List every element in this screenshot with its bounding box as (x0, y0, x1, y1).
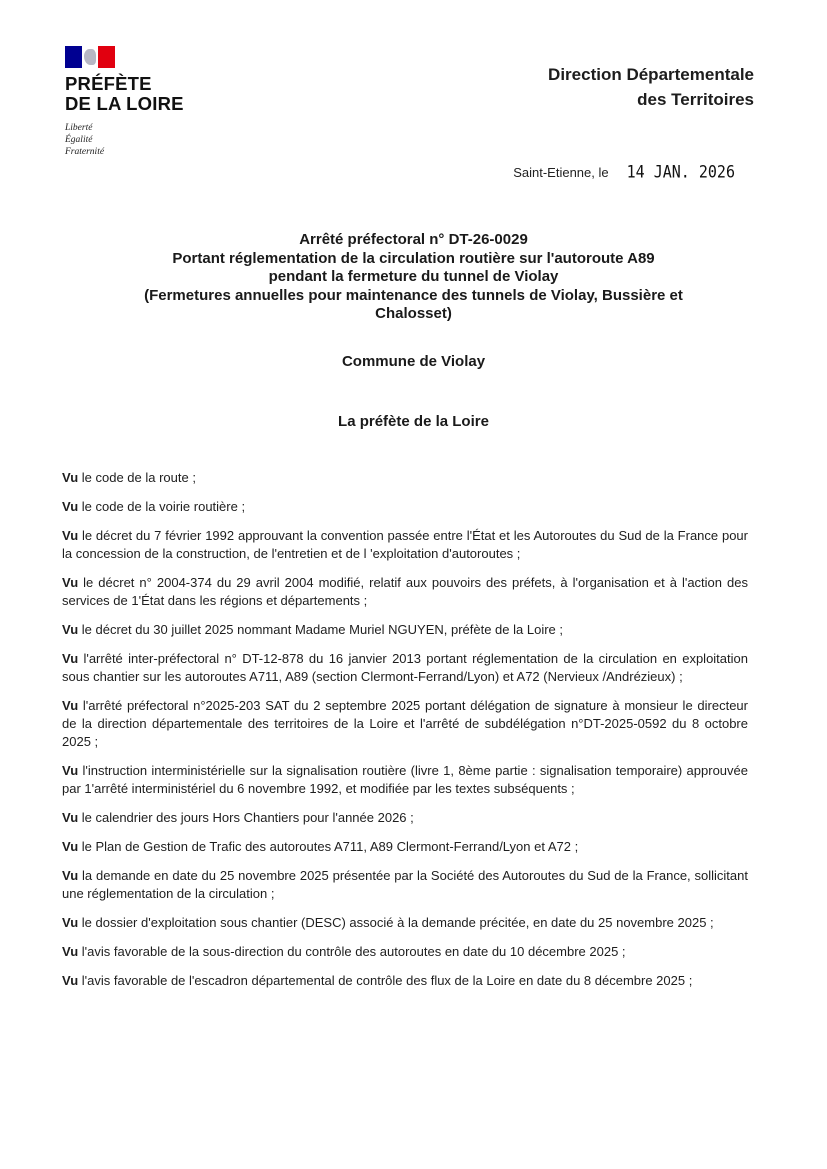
title-line: Portant réglementation de la circulation routière sur l'autoroute A89 (172, 249, 655, 267)
marianne-icon (84, 49, 96, 65)
republic-motto (65, 122, 215, 158)
visa-paragraph: Vu l'instruction interministérielle sur la signalisation routière (livre 1, 8ème partie : signalisation temporaire) approuvée par 1'arrêté interministériel du 6 novembre 1992, et modifiée par les textes subséquents ; (62, 763, 748, 796)
motto-line: Fraternité (65, 147, 105, 157)
title-line: (Fermetures annuelles pour maintenance des tunnels de Violay, Bussière et (144, 286, 683, 304)
title-line: pendant la fermeture du tunnel de Violay (268, 268, 559, 285)
visa-paragraph: Vu le calendrier des jours Hors Chantiers pour l'année 2026 ; (62, 810, 414, 825)
place-label: Saint-Etienne, le (513, 165, 609, 180)
title-line: Arrêté préfectoral n° DT-26-0029 (299, 231, 528, 248)
visa-paragraph: Vu l'arrêté inter-préfectoral n° DT-12-878 du 16 janvier 2013 portant réglementation de la circulation en exploitation sous chantier sur les autoroutes A711, A89 (section Clermont-Ferrand/Lyon) et A72 (Nervieux /Andrézieux) ; (62, 651, 748, 684)
visa-paragraph: Vu l'avis favorable de l'escadron départemental de contrôle des flux de la Loire en date du 8 décembre 2025 ; (62, 973, 693, 988)
issuing-direction (548, 62, 754, 112)
authority-heading: La préfète de la Loire (338, 413, 489, 430)
visa-paragraph: Vu le décret du 7 février 1992 approuvant la convention passée entre l'État et les Autoroutes du Sud de la France pour la concession de la construction, de l'entretien et de l 'exploitation d'autoroutes ; (62, 528, 748, 561)
visa-paragraph: Vu le décret du 30 juillet 2025 nommant Madame Muriel NGUYEN, préfète de la Loire ; (62, 622, 563, 637)
dateline (513, 163, 735, 181)
motto-line: Liberté (65, 123, 93, 133)
visa-paragraph: Vu le code de la route ; (62, 470, 196, 485)
title-line: Chalosset) (375, 305, 452, 322)
visa-paragraph: Vu la demande en date du 25 novembre 2025 présentée par la Société des Autoroutes du Sud de la France, sollicitant une réglementation de la circulation ; (62, 868, 748, 901)
republic-flag-icon (65, 46, 115, 68)
decree-title (60, 231, 767, 324)
visa-paragraph: Vu le dossier d'exploitation sous chantier (DESC) associé à la demande précitée, en date du 25 novembre 2025 ; (62, 915, 714, 930)
prefecture-logo-block (65, 46, 215, 158)
visa-paragraph: Vu le décret n° 2004-374 du 29 avril 2004 modifié, relatif aux pouvoirs des préfets, à l'organisation et à l'action des services de 1'État dans les régions et départements ; (62, 575, 748, 608)
visa-paragraph: Vu l'arrêté préfectoral n°2025-203 SAT du 2 septembre 2025 portant délégation de signature à monsieur le directeur de la direction départementale des territoires de la Loire et l'arrêté de subdélégation n°DT-2025-0592 du 8 octobre 2025 ; (62, 698, 748, 749)
visas-list (62, 469, 748, 1001)
visa-paragraph: Vu le code de la voirie routière ; (62, 499, 246, 514)
visa-paragraph: Vu le Plan de Gestion de Trafic des autoroutes A711, A89 Clermont-Ferrand/Lyon et A72 ; (62, 839, 579, 854)
visa-paragraph: Vu l'avis favorable de la sous-direction du contrôle des autoroutes en date du 10 décembre 2025 ; (62, 944, 626, 959)
prefecture-name (65, 74, 215, 114)
direction-line: Direction Départementale (548, 65, 754, 84)
motto-line: Égalité (65, 135, 93, 145)
direction-line: des Territoires (637, 90, 754, 109)
prefecture-name-line: DE LA LOIRE (65, 93, 184, 114)
prefecture-name-line: PRÉFÈTE (65, 73, 152, 94)
commune-heading: Commune de Violay (341, 353, 486, 370)
date-stamp: 14 JAN. 2026 (626, 161, 735, 183)
